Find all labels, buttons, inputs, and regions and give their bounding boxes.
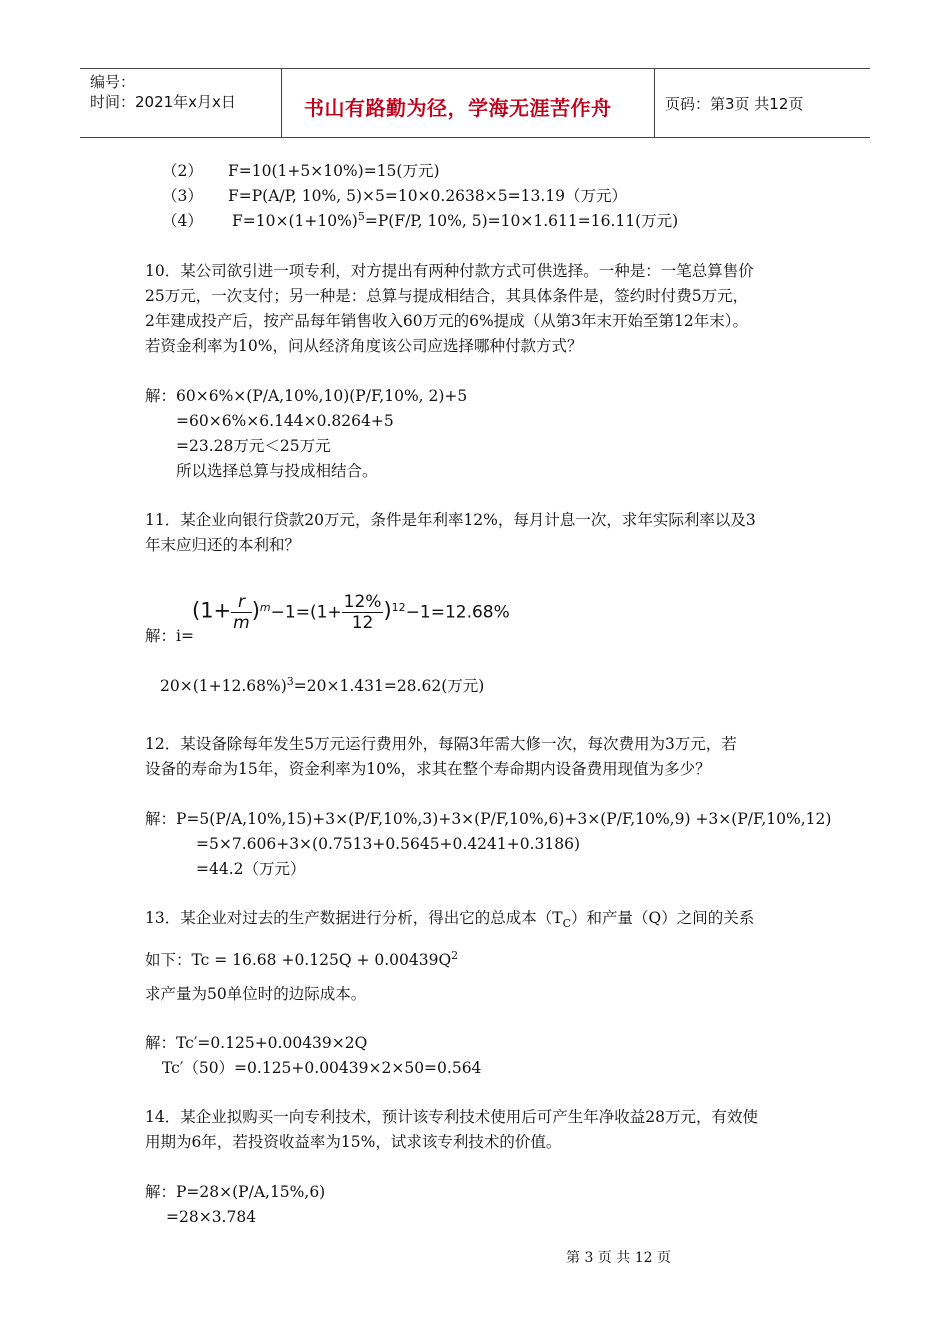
q11-solution-label: 解：i=	[145, 627, 194, 645]
q14-solution-1: 解：P=28×(P/A,15%,6)	[145, 1183, 326, 1201]
q13-line-2: 如下：$Tc = 16.68 +0.125Q + 0.00439Q^2$	[145, 948, 459, 969]
q10-line-3: 2年建成投产后，按产品每年销售收入60万元的6%提成（从第3年末开始至第12年末）。	[145, 312, 749, 330]
q10-line-4: 若资金利率为10%，问从经济角度该公司应选择哪种付款方式？	[145, 337, 583, 355]
motto: 书山有路勤为径，学海无涯苦作舟	[304, 96, 612, 120]
item-3-text: F=P(A/P, 10%, 5)×5=10×0.2638×5=13.19（万元）	[228, 187, 627, 205]
q10-line-1: 10．某公司欲引进一项专利，对方提出有两种付款方式可供选择。一种是：一笔总算售价	[145, 262, 754, 280]
item-3-number: （3）	[162, 187, 203, 205]
header-right-cell	[655, 69, 870, 137]
item-4-number: （4）	[162, 212, 203, 230]
q13-line-3: 求产量为50单位时的边际成本。	[145, 985, 367, 1003]
q13-line-1: 13．某企业对过去的生产数据进行分析，得出它的总成本$(T_C)$和产量（Q）之间的关系	[145, 909, 755, 931]
header-middle-cell	[282, 69, 655, 137]
q14-solution-2: =28×3.784	[166, 1208, 257, 1226]
item-4-text: $F=10\times(1+10\%)^5=P(F/P$, 10%, 5)=10×1.611=16.11(万元)	[232, 209, 679, 230]
q10-solution-2: =60×6%×6.144×0.8264+5	[176, 412, 394, 430]
q13-solution-1: 解：Tc′=0.125+0.00439×2Q	[145, 1034, 368, 1052]
q12-line-2: 设备的寿命为15年，资金利率为10%，求其在整个寿命期内设备费用现值为多少？	[145, 760, 711, 778]
item-2-number: （2）	[162, 162, 203, 180]
page-info: 页码：第3页 共12页	[665, 95, 804, 113]
q10-solution-1: 解：60×6%×(P/A,10%,10)(P/F,10%, 2)+5	[145, 387, 468, 405]
code-label: 编号：	[90, 73, 136, 91]
q12-line-1: 12．某设备除每年发生5万元运行费用外，每隔3年需大修一次，每次费用为3万元，若	[145, 735, 737, 753]
q13-solution-2: Tc′（50）=0.125+0.00439×2×50=0.564	[162, 1059, 482, 1077]
q10-solution-4: 所以选择总算与投成相结合。	[176, 462, 378, 480]
q11-line-1: 11．某企业向银行贷款20万元，条件是年利率12%，每月计息一次，求年实际利率以及3	[145, 511, 756, 529]
q12-solution-2: =5×7.606+3×(0.7513+0.5645+0.4241+0.3186)	[196, 835, 581, 853]
q11-formula: (1+ $\frac{r}{m}$ )$^m$−1=(1+ $\frac{12\%}{12}$ )$^{12}$−1=12.68%	[192, 592, 510, 633]
q11-line-2: 年末应归还的本利和？	[145, 536, 301, 554]
q12-solution-1: 解：P=5(P/A,10%,15)+3×(P/F,10%,3)+3×(P/F,10%,6)+3×(P/F,10%,9) +3×(P/F,10%,12)	[145, 810, 832, 828]
formula-fraction-12pct-12: $\frac{12\%}{12}$	[343, 592, 382, 633]
header-left-cell	[80, 69, 282, 137]
q11-solution-2: $20\times(1+12.68\%)^3=20\times 1.431=28.62$(万元)	[160, 674, 485, 695]
q14-line-1: 14．某企业拟购买一向专利技术，预计该专利技术使用后可产生年净收益28万元，有效使	[145, 1108, 758, 1126]
item-2-text: F=10(1+5×10%)=15(万元)	[228, 162, 440, 180]
q14-line-2: 用期为6年，若投资收益率为15%，试求该专利技术的价值。	[145, 1133, 562, 1151]
q10-line-2: 25万元，一次支付；另一种是：总算与提成相结合，其具体条件是，签约时付费5万元，	[145, 287, 749, 305]
date-label: 时间：2021年x月x日	[90, 93, 236, 111]
page-footer: 第 3 页 共 12 页	[566, 1250, 671, 1266]
q10-solution-3: =23.28万元＜25万元	[176, 437, 331, 455]
q12-solution-3: =44.2（万元）	[196, 860, 306, 878]
formula-fraction-r-m: $\frac{r}{m}$	[233, 592, 250, 633]
page-header	[80, 68, 870, 138]
